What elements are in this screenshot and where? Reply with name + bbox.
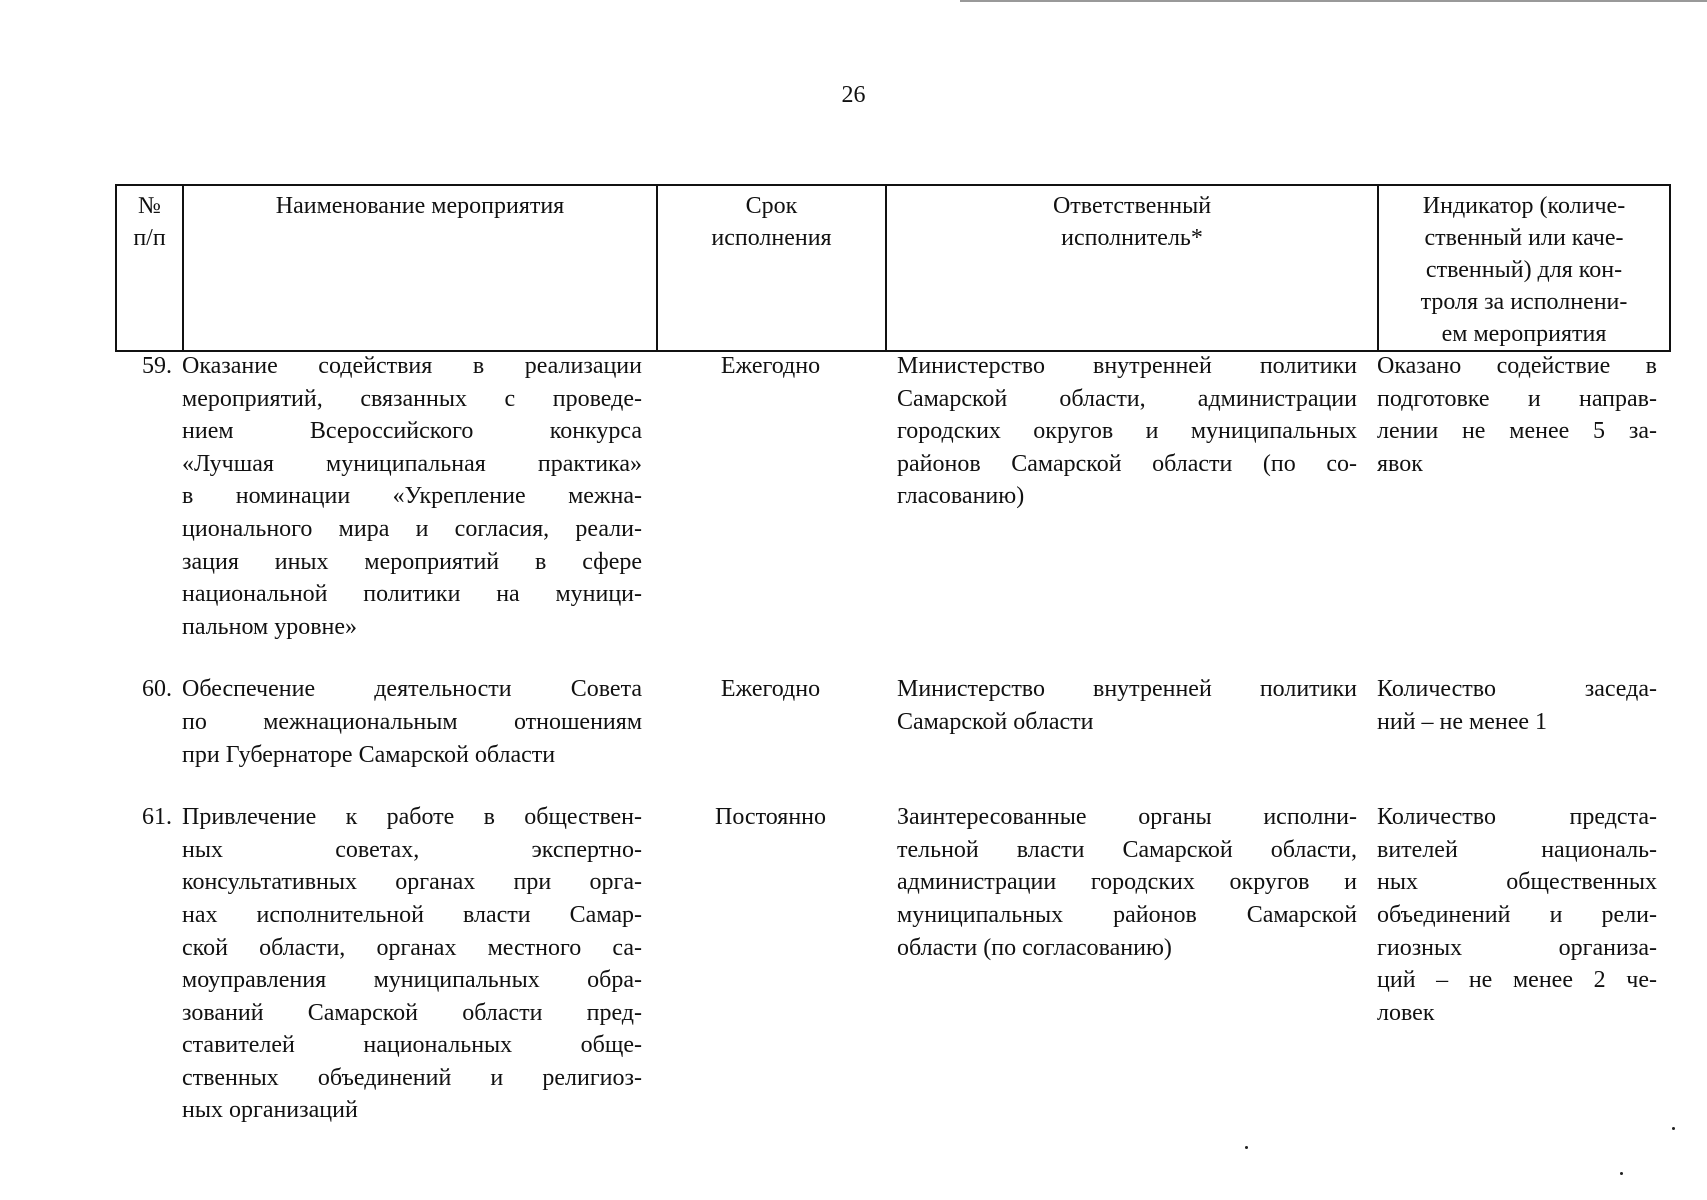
text-line: моуправления муниципальных обра- [182,967,642,994]
header-number: № п/п [116,185,183,351]
text-line: гласованию) [897,483,1025,510]
indicator-cell [1377,673,1669,771]
event-name-cell [182,801,656,1127]
text-line: области (по согласованию) [897,934,1172,961]
responsible-cell [885,801,1377,1127]
text-line: в номинации «Укрепление межна- [182,483,642,510]
text-line: администрации городских округов и [897,869,1357,896]
table-body [115,350,1669,1157]
scan-speck [1245,1146,1248,1149]
indicator-cell [1377,350,1669,643]
deadline-cell: Ежегодно [720,353,821,379]
deadline-cell: Постоянно [714,804,827,831]
table-row [115,350,1669,643]
text-line: явок [1377,450,1423,477]
text-line: ственных объединений и религиоз- [182,1064,642,1091]
text-line: зация иных мероприятий в сфере [182,548,642,575]
text-line: подготовке и направ- [1377,385,1657,412]
text-line: Самарской области, администрации [897,385,1357,412]
table-row [115,673,1669,771]
text-line: муниципальных районов Самарской [897,901,1357,928]
text-line: гиозных организа- [1377,934,1657,961]
responsible-cell [885,673,1377,771]
scan-edge-line [960,0,1707,2]
header-responsible: Ответственный исполнитель* [886,185,1378,351]
text-line: ных советах, экспертно- [182,836,642,863]
table-header [115,184,1671,352]
text-line: Оказание содействия в реализации [182,353,642,379]
text-line: ставителей национальных обще- [182,1032,642,1059]
text-line: вителей националь- [1377,836,1657,863]
text-line: нах исполнительной власти Самар- [182,901,642,928]
header-deadline: Срок исполнения [657,185,886,351]
event-name-cell [182,350,656,643]
text-line: ний – не менее 1 [1377,708,1548,735]
row-number: 60. [142,676,172,703]
text-line: Министерство внутренней политики [897,353,1357,379]
text-line: районов Самарской области (по со- [897,450,1357,477]
responsible-cell [885,350,1377,643]
text-line: Количество заседа- [1377,676,1657,703]
text-line: Самарской области [897,708,1094,735]
text-line: ных общественных [1377,869,1657,896]
row-number: 59. [142,353,172,379]
text-line: ций – не менее 2 че- [1377,967,1657,994]
text-line: лении не менее 5 за- [1377,418,1657,445]
indicator-cell [1377,801,1669,1127]
text-line: зований Самарской области пред- [182,999,642,1026]
text-line: ных организаций [182,1097,358,1124]
header-indicator: Индикатор (количе- ственный или каче- ственный) для кон- троля за исполнени- ем мероприятия [1378,185,1670,351]
text-line: Оказано содействие в [1377,353,1657,379]
text-line: тельной власти Самарской области, [897,836,1357,863]
table-row [115,801,1669,1127]
scan-speck [1620,1172,1623,1175]
text-line: ционального мира и согласия, реали- [182,515,642,542]
scan-speck [1672,1127,1675,1130]
text-line: «Лучшая муниципальная практика» [182,450,642,477]
header-event-name: Наименование мероприятия [183,185,657,351]
text-line: мероприятий, связанных с проведе- [182,385,642,412]
text-line: нием Всероссийского конкурса [182,418,642,445]
text-line: Обеспечение деятельности Совета [182,676,642,703]
text-line: ской области, органах местного са- [182,934,642,961]
text-line: Количество предста- [1377,804,1657,831]
text-line: национальной политики на муници- [182,581,642,608]
text-line: при Губернаторе Самарской области [182,741,556,768]
text-line: Министерство внутренней политики [897,676,1357,703]
row-number: 61. [142,804,172,831]
event-name-cell [182,673,656,771]
text-line: городских округов и муниципальных [897,418,1357,445]
text-line: пальном уровне» [182,613,358,640]
text-line: консультативных органах при орга- [182,869,642,896]
text-line: Заинтересованные органы исполни- [897,804,1357,831]
text-line: Привлечение к работе в обществен- [182,804,642,831]
deadline-cell: Ежегодно [720,676,821,703]
text-line: ловек [1377,999,1435,1026]
text-line: объединений и рели- [1377,901,1657,928]
page-number: 26 [841,82,866,108]
text-line: по межнациональным отношениям [182,708,642,735]
